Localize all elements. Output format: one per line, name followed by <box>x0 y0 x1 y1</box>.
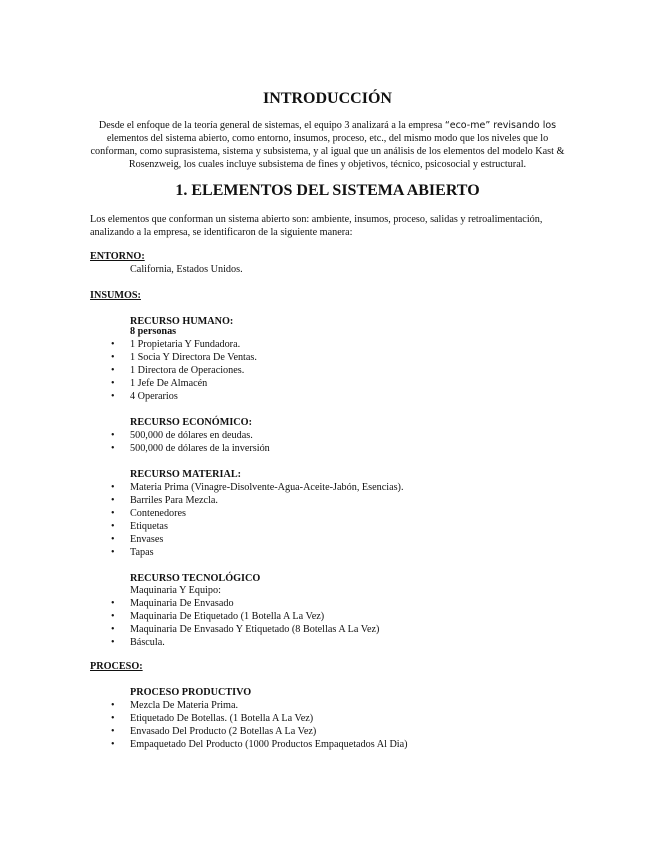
section-heading: 1. ELEMENTOS DEL SISTEMA ABIERTO <box>175 182 480 199</box>
recurso-humano-title: RECURSO HUMANO: <box>130 316 234 327</box>
entorno-value: California, Estados Unidos. <box>130 264 243 275</box>
list-item: • Etiquetas <box>130 520 168 533</box>
list-item: • Empaquetado Del Producto (1000 Productos Empaquetados Al Dia) <box>130 738 408 751</box>
proceso-label: PROCESO: <box>90 661 143 672</box>
list-item: • Tapas <box>130 546 154 559</box>
list-item: • Mezcla De Materia Prima. <box>130 699 238 712</box>
list-item: • Materia Prima (Vinagre-Disolvente-Agua-Aceite-Jabón, Esencias). <box>130 481 404 494</box>
page-title: INTRODUCCIÓN <box>263 90 392 107</box>
intro-text-end: elementos del sistema abierto, como entorno, insumos, proceso, etc., del mismo modo que los niveles que lo conforman, como suprasistema, sistema y subsistema, y al igual que un análisis de los elementos del modelo Kast & Rosenzweig, los cuales incluye subsistema de fines y objetivos, técnico, psicosocial y estructural. <box>90 133 565 170</box>
list-item: • Etiquetado De Botellas. (1 Botella A La Vez) <box>130 712 313 725</box>
list-item: • Envasado Del Producto (2 Botellas A La Vez) <box>130 725 316 738</box>
recurso-tecnologico-title: RECURSO TECNOLÓGICO <box>130 573 261 584</box>
list-item: • Maquinaria De Envasado <box>130 597 234 610</box>
list-item: • 1 Socia Y Directora De Ventas. <box>130 351 257 364</box>
list-item: • 1 Propietaria Y Fundadora. <box>130 338 240 351</box>
list-item: • Barriles Para Mezcla. <box>130 494 218 507</box>
recurso-humano-count: 8 personas <box>130 326 177 337</box>
list-item: • 1 Jefe De Almacén <box>130 377 207 390</box>
intro-text-start: Desde el enfoque de la teoría general de sistemas, el equipo 3 analizará a la empresa <box>98 120 445 131</box>
intro-company-quote: “eco-me” revisando los <box>444 120 557 131</box>
list-item: • Maquinaria De Envasado Y Etiquetado (8 Botellas A La Vez) <box>130 623 379 636</box>
list-item: • 1 Directora de Operaciones. <box>130 364 244 377</box>
list-item: • Maquinaria De Etiquetado (1 Botella A La Vez) <box>130 610 324 623</box>
insumos-label: INSUMOS: <box>90 290 141 301</box>
entorno-label: ENTORNO: <box>90 251 145 262</box>
section-paragraph: Los elementos que conforman un sistema abierto son: ambiente, insumos, proceso, salidas y retroalimentación, analizando a la empresa, se identificaron de la siguiente manera: <box>90 214 543 238</box>
list-item: • 500,000 de dólares en deudas. <box>130 429 253 442</box>
list-item: • Envases <box>130 533 163 546</box>
list-item: • Contenedores <box>130 507 186 520</box>
list-item: • 500,000 de dólares de la inversión <box>130 442 270 455</box>
recurso-tecnologico-intro: Maquinaria Y Equipo: <box>130 585 221 596</box>
proceso-productivo-title: PROCESO PRODUCTIVO <box>130 687 252 698</box>
list-item: • Báscula. <box>130 636 165 649</box>
intro-paragraph <box>90 119 565 171</box>
list-item: • 4 Operarios <box>130 390 178 403</box>
recurso-economico-title: RECURSO ECONÓMICO: <box>130 417 252 428</box>
recurso-material-title: RECURSO MATERIAL: <box>130 469 242 480</box>
